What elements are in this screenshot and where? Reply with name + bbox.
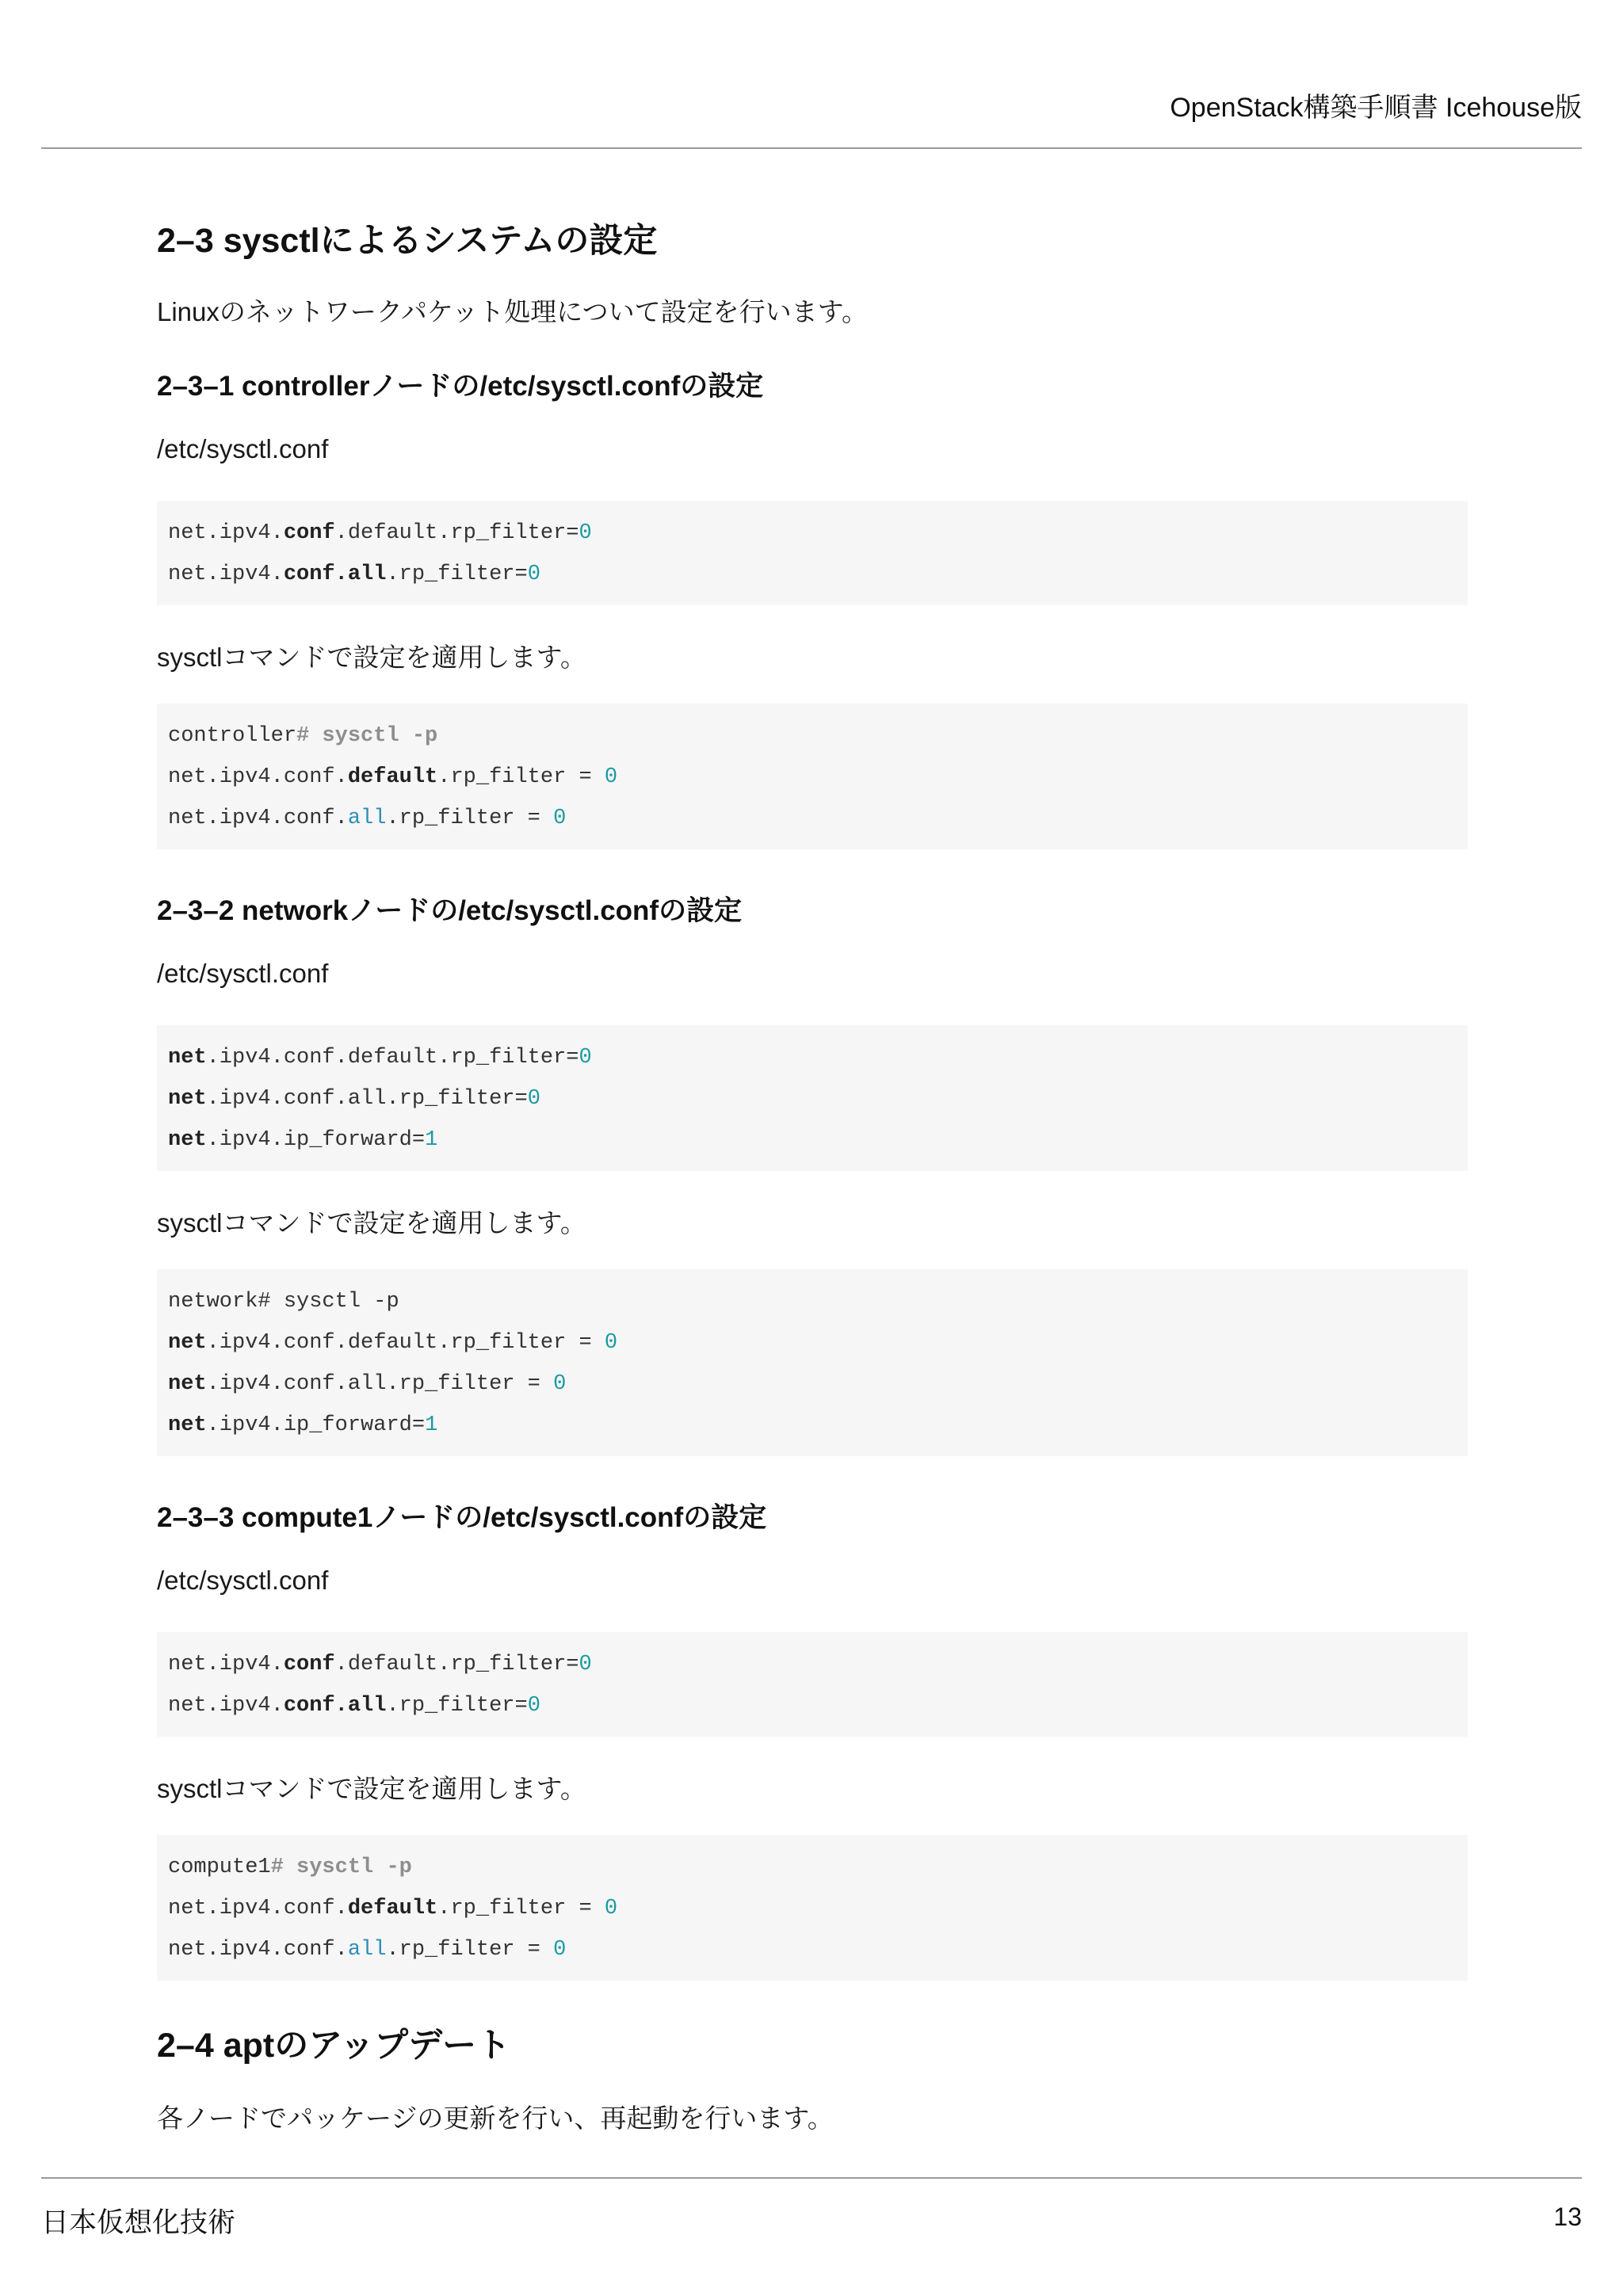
section-heading-2-3: 2–3 sysctlによるシステムの設定 — [157, 222, 658, 260]
code-line: net.ipv4.conf.default.rp_filter = 0 — [168, 765, 618, 789]
code-line: network# sysctl -p — [168, 1290, 399, 1314]
code-line: net.ipv4.conf.default.rp_filter=0 — [168, 1046, 592, 1070]
code-line: compute1# sysctl -p — [168, 1855, 412, 1879]
code-block-network-cmd — [157, 1269, 1468, 1456]
code-line: controller# sysctl -p — [168, 724, 438, 748]
file-path-label: /etc/sysctl.conf — [157, 1566, 329, 1595]
code-line: net.ipv4.conf.all.rp_filter = 0 — [168, 807, 567, 830]
subsection-heading-2-3-3: 2–3–3 compute1ノードの/etc/sysctl.confの設定 — [157, 1502, 767, 1533]
section-intro: Linuxのネットワークパケット処理について設定を行います。 — [157, 297, 868, 326]
file-path-label: /etc/sysctl.conf — [157, 434, 329, 463]
subsection-heading-2-3-2: 2–3–2 networkノードの/etc/sysctl.confの設定 — [157, 895, 743, 926]
code-line: net.ipv4.conf.default.rp_filter=0 — [168, 1653, 592, 1676]
code-block-controller-cmd — [157, 704, 1468, 849]
subsection-heading-2-3-1: 2–3–1 controllerノードの/etc/sysctl.confの設定 — [157, 371, 764, 402]
code-block-compute1-conf — [157, 1632, 1468, 1737]
apply-note: sysctlコマンドで設定を適用します。 — [157, 1208, 586, 1238]
code-block-controller-conf — [157, 501, 1468, 605]
apply-note: sysctlコマンドで設定を適用します。 — [157, 1774, 586, 1803]
header-rule — [41, 147, 1582, 149]
section-heading-2-4: 2–4 aptのアップデート — [157, 2027, 511, 2065]
code-line: net.ipv4.conf.all.rp_filter=0 — [168, 563, 540, 586]
code-line: net.ipv4.conf.all.rp_filter = 0 — [168, 1372, 567, 1396]
code-line: net.ipv4.conf.all.rp_filter=0 — [168, 1694, 540, 1718]
code-line: net.ipv4.conf.default.rp_filter=0 — [168, 521, 592, 545]
code-block-compute1-cmd — [157, 1835, 1468, 1981]
footer-rule — [41, 2177, 1582, 2179]
code-line: net.ipv4.ip_forward=1 — [168, 1128, 438, 1152]
code-line: net.ipv4.conf.default.rp_filter = 0 — [168, 1331, 618, 1355]
file-path-label: /etc/sysctl.conf — [157, 959, 329, 988]
running-header: OpenStack構築手順書 Icehouse版 — [1170, 93, 1582, 123]
code-line: net.ipv4.ip_forward=1 — [168, 1413, 438, 1437]
code-block-network-conf — [157, 1025, 1468, 1171]
apply-note: sysctlコマンドで設定を適用します。 — [157, 643, 586, 672]
footer-company: 日本仮想化技術 — [41, 2207, 236, 2238]
code-line: net.ipv4.conf.all.rp_filter = 0 — [168, 1938, 567, 1962]
page-number: 13 — [1553, 2203, 1582, 2231]
code-line: net.ipv4.conf.default.rp_filter = 0 — [168, 1897, 618, 1920]
section-intro: 各ノードでパッケージの更新を行い、再起動を行います。 — [157, 2103, 834, 2133]
code-line: net.ipv4.conf.all.rp_filter=0 — [168, 1087, 540, 1111]
